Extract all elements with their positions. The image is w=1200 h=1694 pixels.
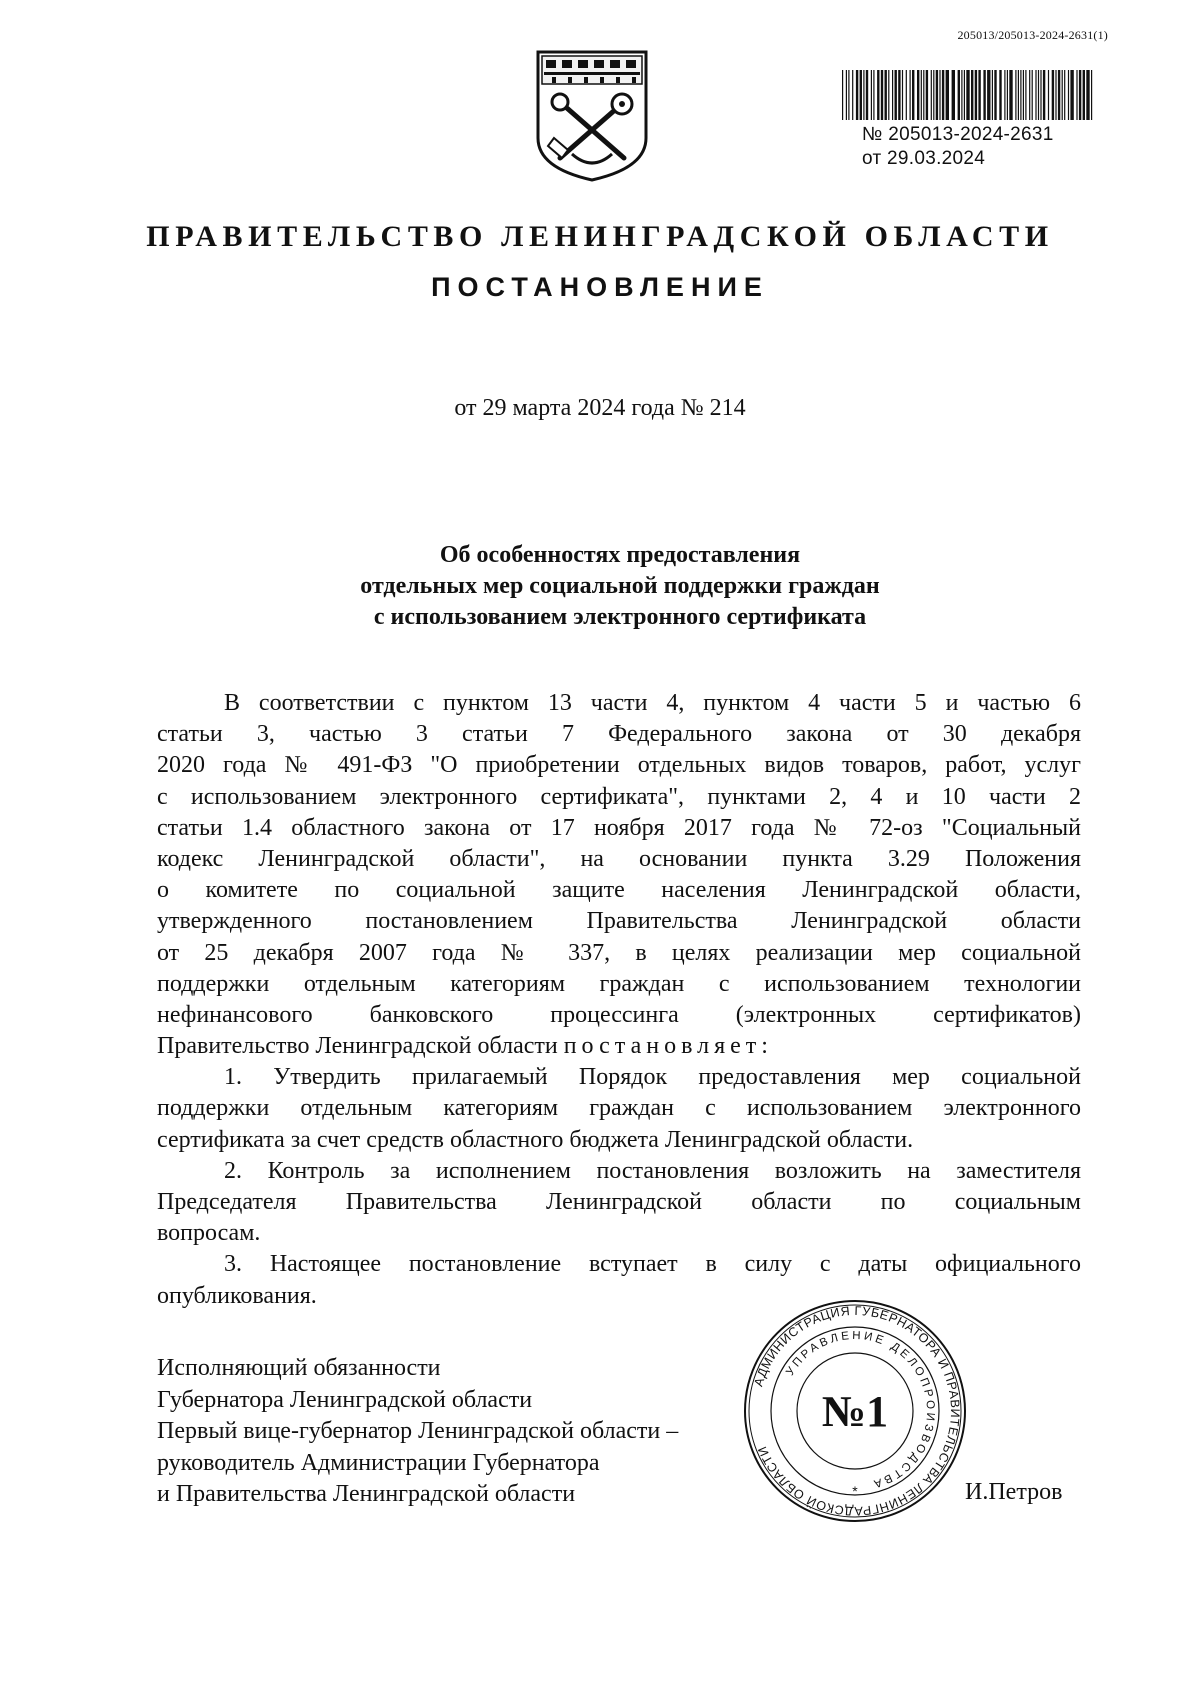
barcode-bar xyxy=(1068,70,1069,120)
barcode-bar xyxy=(1007,70,1008,120)
barcode-bar xyxy=(1070,70,1073,120)
barcode-bar xyxy=(992,70,993,120)
barcode-bar xyxy=(888,70,889,120)
barcode-bar xyxy=(1079,70,1081,120)
body-line: от 25 декабря 2007 года № 337, в целях реализации мер социальной xyxy=(157,939,1081,966)
subject-line: отдельных мер социальной поддержки граждан xyxy=(360,573,880,599)
barcode-bar xyxy=(983,70,985,120)
decree-body xyxy=(157,688,1081,1312)
barcode-bar xyxy=(895,70,897,120)
barcode-bar xyxy=(939,70,940,120)
body-line: опубликования. xyxy=(157,1282,317,1309)
registration-date: от 29.03.2024 xyxy=(862,148,986,169)
barcode-bar xyxy=(892,70,893,120)
barcode-bar xyxy=(1083,70,1085,120)
barcode-bar xyxy=(860,70,862,120)
barcode-bar xyxy=(852,70,853,120)
barcode-bar xyxy=(936,70,938,120)
signatory-name: И.Петров xyxy=(965,1479,1063,1505)
barcode-bar xyxy=(917,70,919,120)
barcode-bar xyxy=(906,70,907,120)
body-line: 2. Контроль за исполнением постановления возложить на заместителя xyxy=(224,1157,1081,1184)
barcode-bar xyxy=(1032,70,1033,120)
barcode-bar xyxy=(1029,70,1030,120)
barcode-bar xyxy=(999,70,1001,120)
body-line: утвержденного постановлением Правительства Ленинградской области xyxy=(157,908,1081,935)
body-line: о комитете по социальной защите населения Ленинградской области, xyxy=(157,877,1081,904)
body-line: 3. Настоящее постановление вступает в силу с даты официального xyxy=(224,1251,1081,1278)
barcode-bar xyxy=(1035,70,1036,120)
barcode-bar xyxy=(910,70,911,120)
barcode-bar xyxy=(1086,70,1089,120)
barcode-bar xyxy=(964,70,965,120)
barcode-bar xyxy=(898,70,900,120)
body-line: с использованием электронного сертификата", пунктами 2, 4 и 10 части 2 xyxy=(157,783,1081,810)
document-code: 205013/205013-2024-2631(1) xyxy=(957,28,1108,42)
body-line: поддержки отдельным категориям граждан с использованием технологии xyxy=(157,970,1081,997)
body-line: статьи 1.4 областного закона от 17 ноября 2017 года № 72-оз "Социальный xyxy=(157,814,1081,841)
barcode-bar xyxy=(975,70,977,120)
barcode-bar xyxy=(987,70,990,120)
position-line: Первый вице-губернатор Ленинградской области – xyxy=(157,1418,679,1444)
barcode-bar xyxy=(1020,70,1021,120)
decree-subject xyxy=(160,540,1080,633)
stamp-ring-text: АДМИНИСТРАЦИЯ ГУБЕРНАТОРА И ПРАВИТЕЛЬСТВА ЛЕНИНГРАДСКОЙ ОБЛАСТИ xyxy=(751,1303,963,1519)
barcode-bar xyxy=(942,70,944,120)
government-title: ПРАВИТЕЛЬСТВО ЛЕНИНГРАДСКОЙ ОБЛАСТИ xyxy=(146,220,1054,253)
barcode-bar xyxy=(971,70,973,120)
body-line: статьи 3, частью 3 статьи 7 Федерального закона от 30 декабря xyxy=(157,721,1081,748)
barcode-bar xyxy=(1076,70,1077,120)
barcode-bar xyxy=(1009,70,1012,120)
barcode-bar xyxy=(1052,70,1054,120)
barcode-bar xyxy=(958,70,960,120)
stamp-inner-text: УПРАВЛЕНИЕ ДЕЛОПРОИЗВОДСТВА xyxy=(784,1329,937,1491)
barcode-bar xyxy=(842,70,843,120)
barcode-bar xyxy=(921,70,922,120)
barcode-bar xyxy=(1038,70,1039,120)
barcode xyxy=(840,70,1098,120)
body-line: В соответствии с пунктом 13 части 4, пунктом 4 части 5 и частью 6 xyxy=(224,690,1081,716)
barcode-bar xyxy=(912,70,914,120)
body-line: 2020 года № 491-ФЗ "О приобретении отдельных видов товаров, работ, услуг xyxy=(157,752,1081,779)
body-line: сертификата за счет средств областного бюджета Ленинградской области. xyxy=(157,1126,914,1153)
body-line xyxy=(157,1031,1081,1062)
decree-word: постановляет: xyxy=(563,1033,773,1060)
barcode-bar xyxy=(1015,70,1016,120)
barcode-bar xyxy=(848,70,849,120)
body-line: 1. Утвердить прилагаемый Порядок предоставления мер социальной xyxy=(224,1064,1081,1091)
preamble-final: Правительство Ленинградской области xyxy=(157,1033,558,1060)
subject-line: с использованием электронного сертификата xyxy=(373,604,867,630)
barcode-bar xyxy=(881,70,883,120)
barcode-bar xyxy=(1040,70,1041,120)
barcode-bar xyxy=(871,70,872,120)
barcode-bar xyxy=(1004,70,1005,120)
barcode-bar xyxy=(1043,70,1045,120)
decree-date-number: от 29 марта 2024 года № 214 xyxy=(454,395,746,421)
document-type-title: ПОСТАНОВЛЕНИЕ xyxy=(431,272,769,302)
barcode-bar xyxy=(1023,70,1024,120)
barcode-bar xyxy=(1055,70,1056,120)
barcode-bar xyxy=(926,70,928,120)
barcode-bar xyxy=(1062,70,1063,120)
barcode-bar xyxy=(1025,70,1026,120)
barcode-bar xyxy=(946,70,949,120)
barcode-bar xyxy=(923,70,924,120)
barcode-bar xyxy=(846,70,847,120)
coat-of-arms-emblem xyxy=(532,46,652,184)
barcode-bar xyxy=(1048,70,1049,120)
item-2-paragraph xyxy=(157,1156,1081,1250)
body-line: вопросам. xyxy=(157,1220,261,1247)
official-stamp xyxy=(740,1296,970,1526)
position-line: руководитель Администрации Губернатора xyxy=(157,1449,600,1476)
body-line: нефинансового банковского процессинга (электронных сертификатов) xyxy=(157,1001,1081,1028)
body-line: Председателя Правительства Ленинградской области по социальным xyxy=(157,1189,1081,1215)
position-line: Губернатора Ленинградской области xyxy=(157,1386,533,1413)
barcode-bar xyxy=(877,70,879,120)
stamp-number: №1 xyxy=(821,1387,889,1436)
barcode-bar xyxy=(873,70,874,120)
barcode-bar xyxy=(1058,70,1060,120)
registration-number: № 205013-2024-2631 xyxy=(862,124,1054,145)
barcode-bar xyxy=(978,70,980,120)
barcode-bar xyxy=(933,70,934,120)
barcode-bar xyxy=(1064,70,1065,120)
barcode-bar xyxy=(902,70,903,120)
barcode-bar xyxy=(856,70,858,120)
barcode-bar xyxy=(863,70,864,120)
barcode-bar xyxy=(952,70,955,120)
subject-line: Об особенностях предоставления xyxy=(439,542,801,568)
barcode-bar xyxy=(1091,70,1092,120)
barcode-bar xyxy=(1018,70,1019,120)
signatory-position xyxy=(157,1353,678,1511)
barcode-bar xyxy=(885,70,887,120)
position-line: Исполняющий обязанности xyxy=(157,1355,441,1381)
barcode-bar xyxy=(994,70,996,120)
stamp-star-icon: * xyxy=(852,1483,858,1499)
barcode-bar xyxy=(931,70,932,120)
item-1-paragraph xyxy=(157,1062,1081,1156)
position-line: и Правительства Ленинградской области xyxy=(157,1481,576,1507)
barcode-bar xyxy=(966,70,969,120)
barcode-bar xyxy=(866,70,868,120)
body-line: поддержки отдельным категориям граждан с использованием электронного xyxy=(157,1095,1081,1122)
body-line: кодекс Ленинградской области", на основании пункта 3.29 Положения xyxy=(157,845,1081,872)
preamble-paragraph xyxy=(157,688,1081,1062)
barcode-bar xyxy=(961,70,962,120)
